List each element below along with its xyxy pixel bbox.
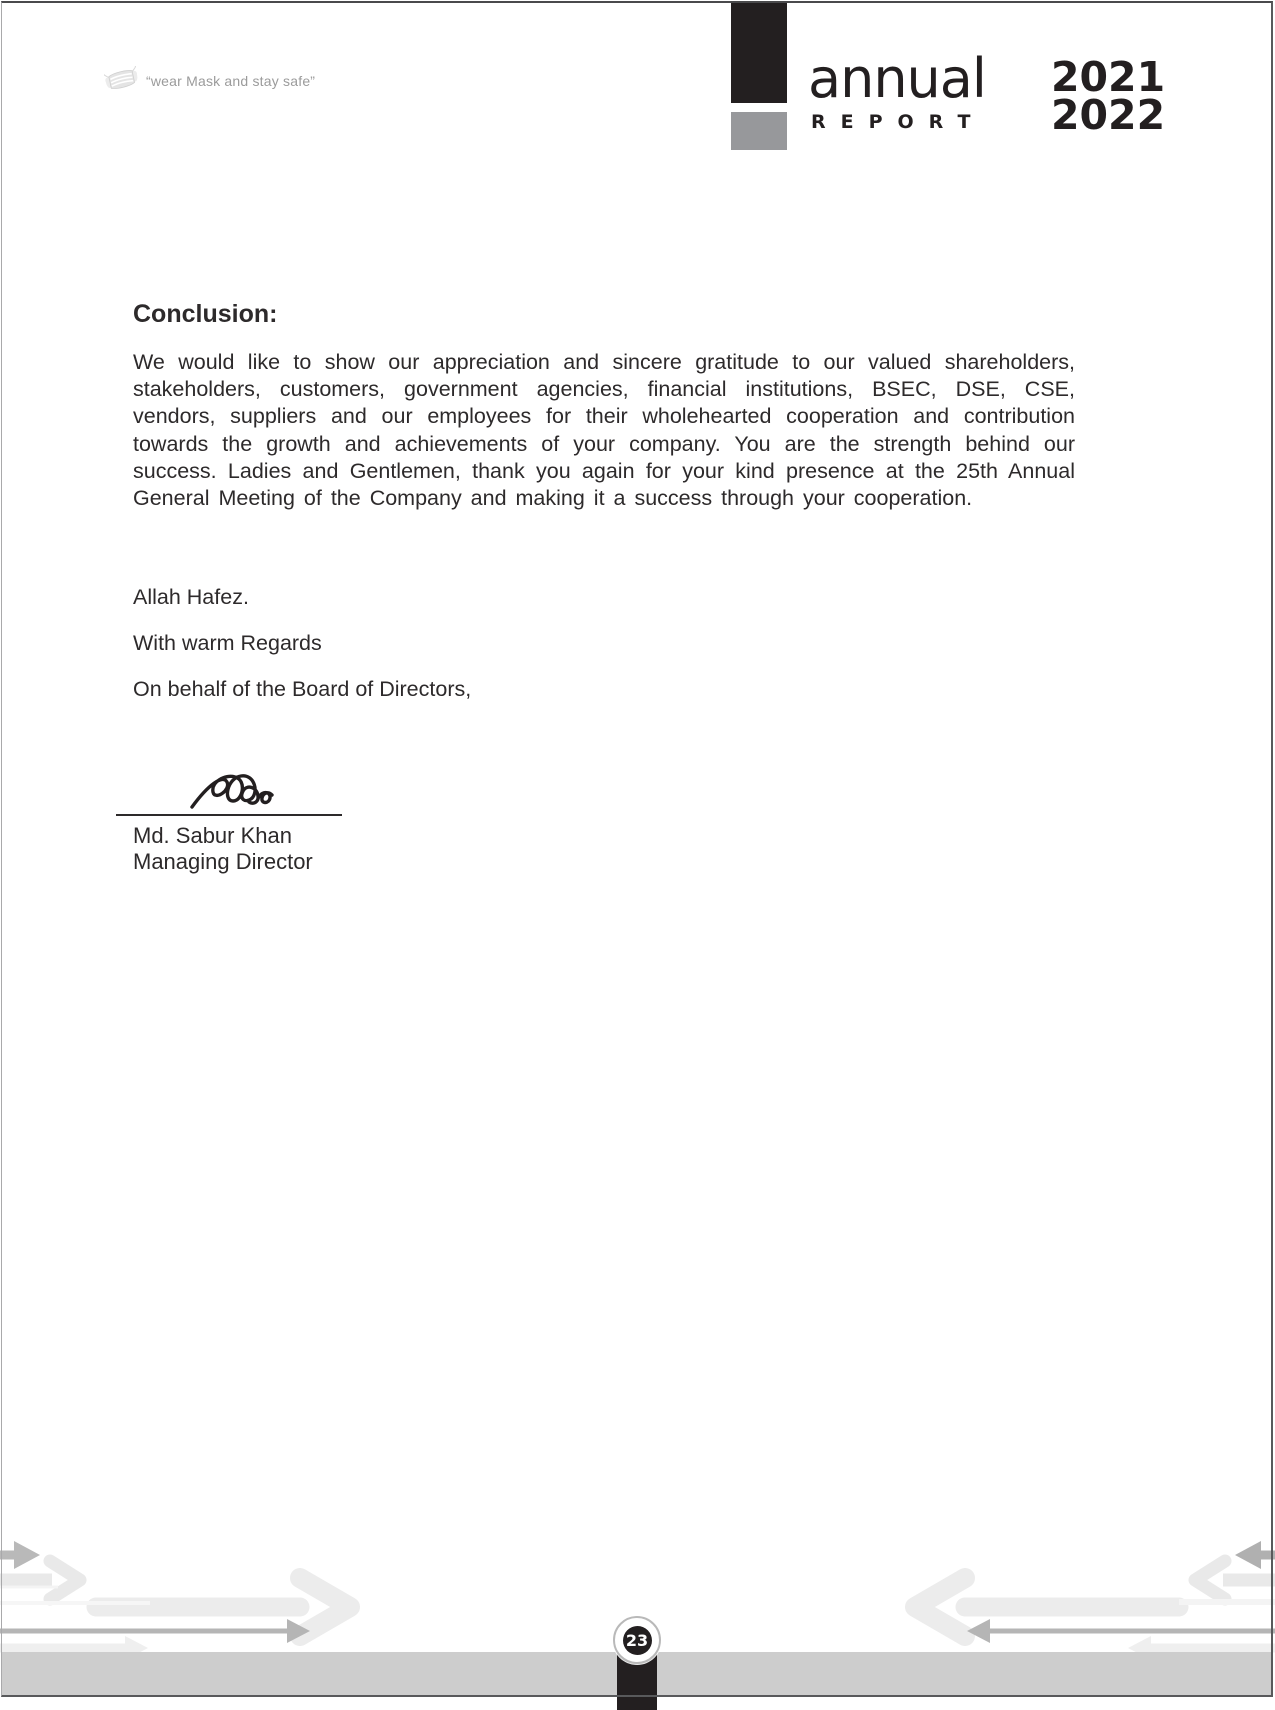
left-arrows-decoration (0, 1440, 420, 1670)
conclusion-paragraph: We would like to show our appreciation and sincere gratitude to our valued shareholders, stakeholders, customers, government agencies, financial institutions, BSEC, DSE, CSE, vendors, suppliers and our employees for their wholehearted cooperation and contribution towards the growth and achievements of your company. You are the strength behind our success. Ladies and Gentlemen, thank you again for your kind presence at the 25th Annual General Meeting of the Company and making it a success through your cooperation. (133, 350, 1075, 511)
logo-years (1051, 53, 1166, 139)
logo-report-text: REPORT (811, 111, 986, 133)
mask-note-block (104, 66, 315, 96)
logo-year-2022: 2022 (1051, 91, 1166, 139)
closing-on-behalf: On behalf of the Board of Directors, (133, 677, 472, 701)
logo-black-block (731, 3, 787, 103)
signatory-name: Md. Sabur Khan (133, 823, 292, 848)
signature-line (116, 814, 342, 816)
page-number: 23 (623, 1626, 652, 1655)
mask-note-text: “wear Mask and stay safe” (146, 73, 316, 89)
conclusion-heading: Conclusion: (133, 300, 278, 328)
closing-warm-regards: With warm Regards (133, 631, 322, 655)
logo-gray-block (731, 112, 787, 150)
face-mask-icon (104, 66, 140, 96)
logo-year-2021: 2021 (1051, 53, 1166, 101)
closing-allah-hafez: Allah Hafez. (133, 585, 249, 609)
right-arrows-decoration (815, 1440, 1275, 1670)
page-number-badge (613, 1616, 661, 1664)
logo-annual-text: annual (808, 47, 986, 110)
signature-scribble (188, 770, 280, 814)
signatory-title: Managing Director (133, 849, 313, 874)
